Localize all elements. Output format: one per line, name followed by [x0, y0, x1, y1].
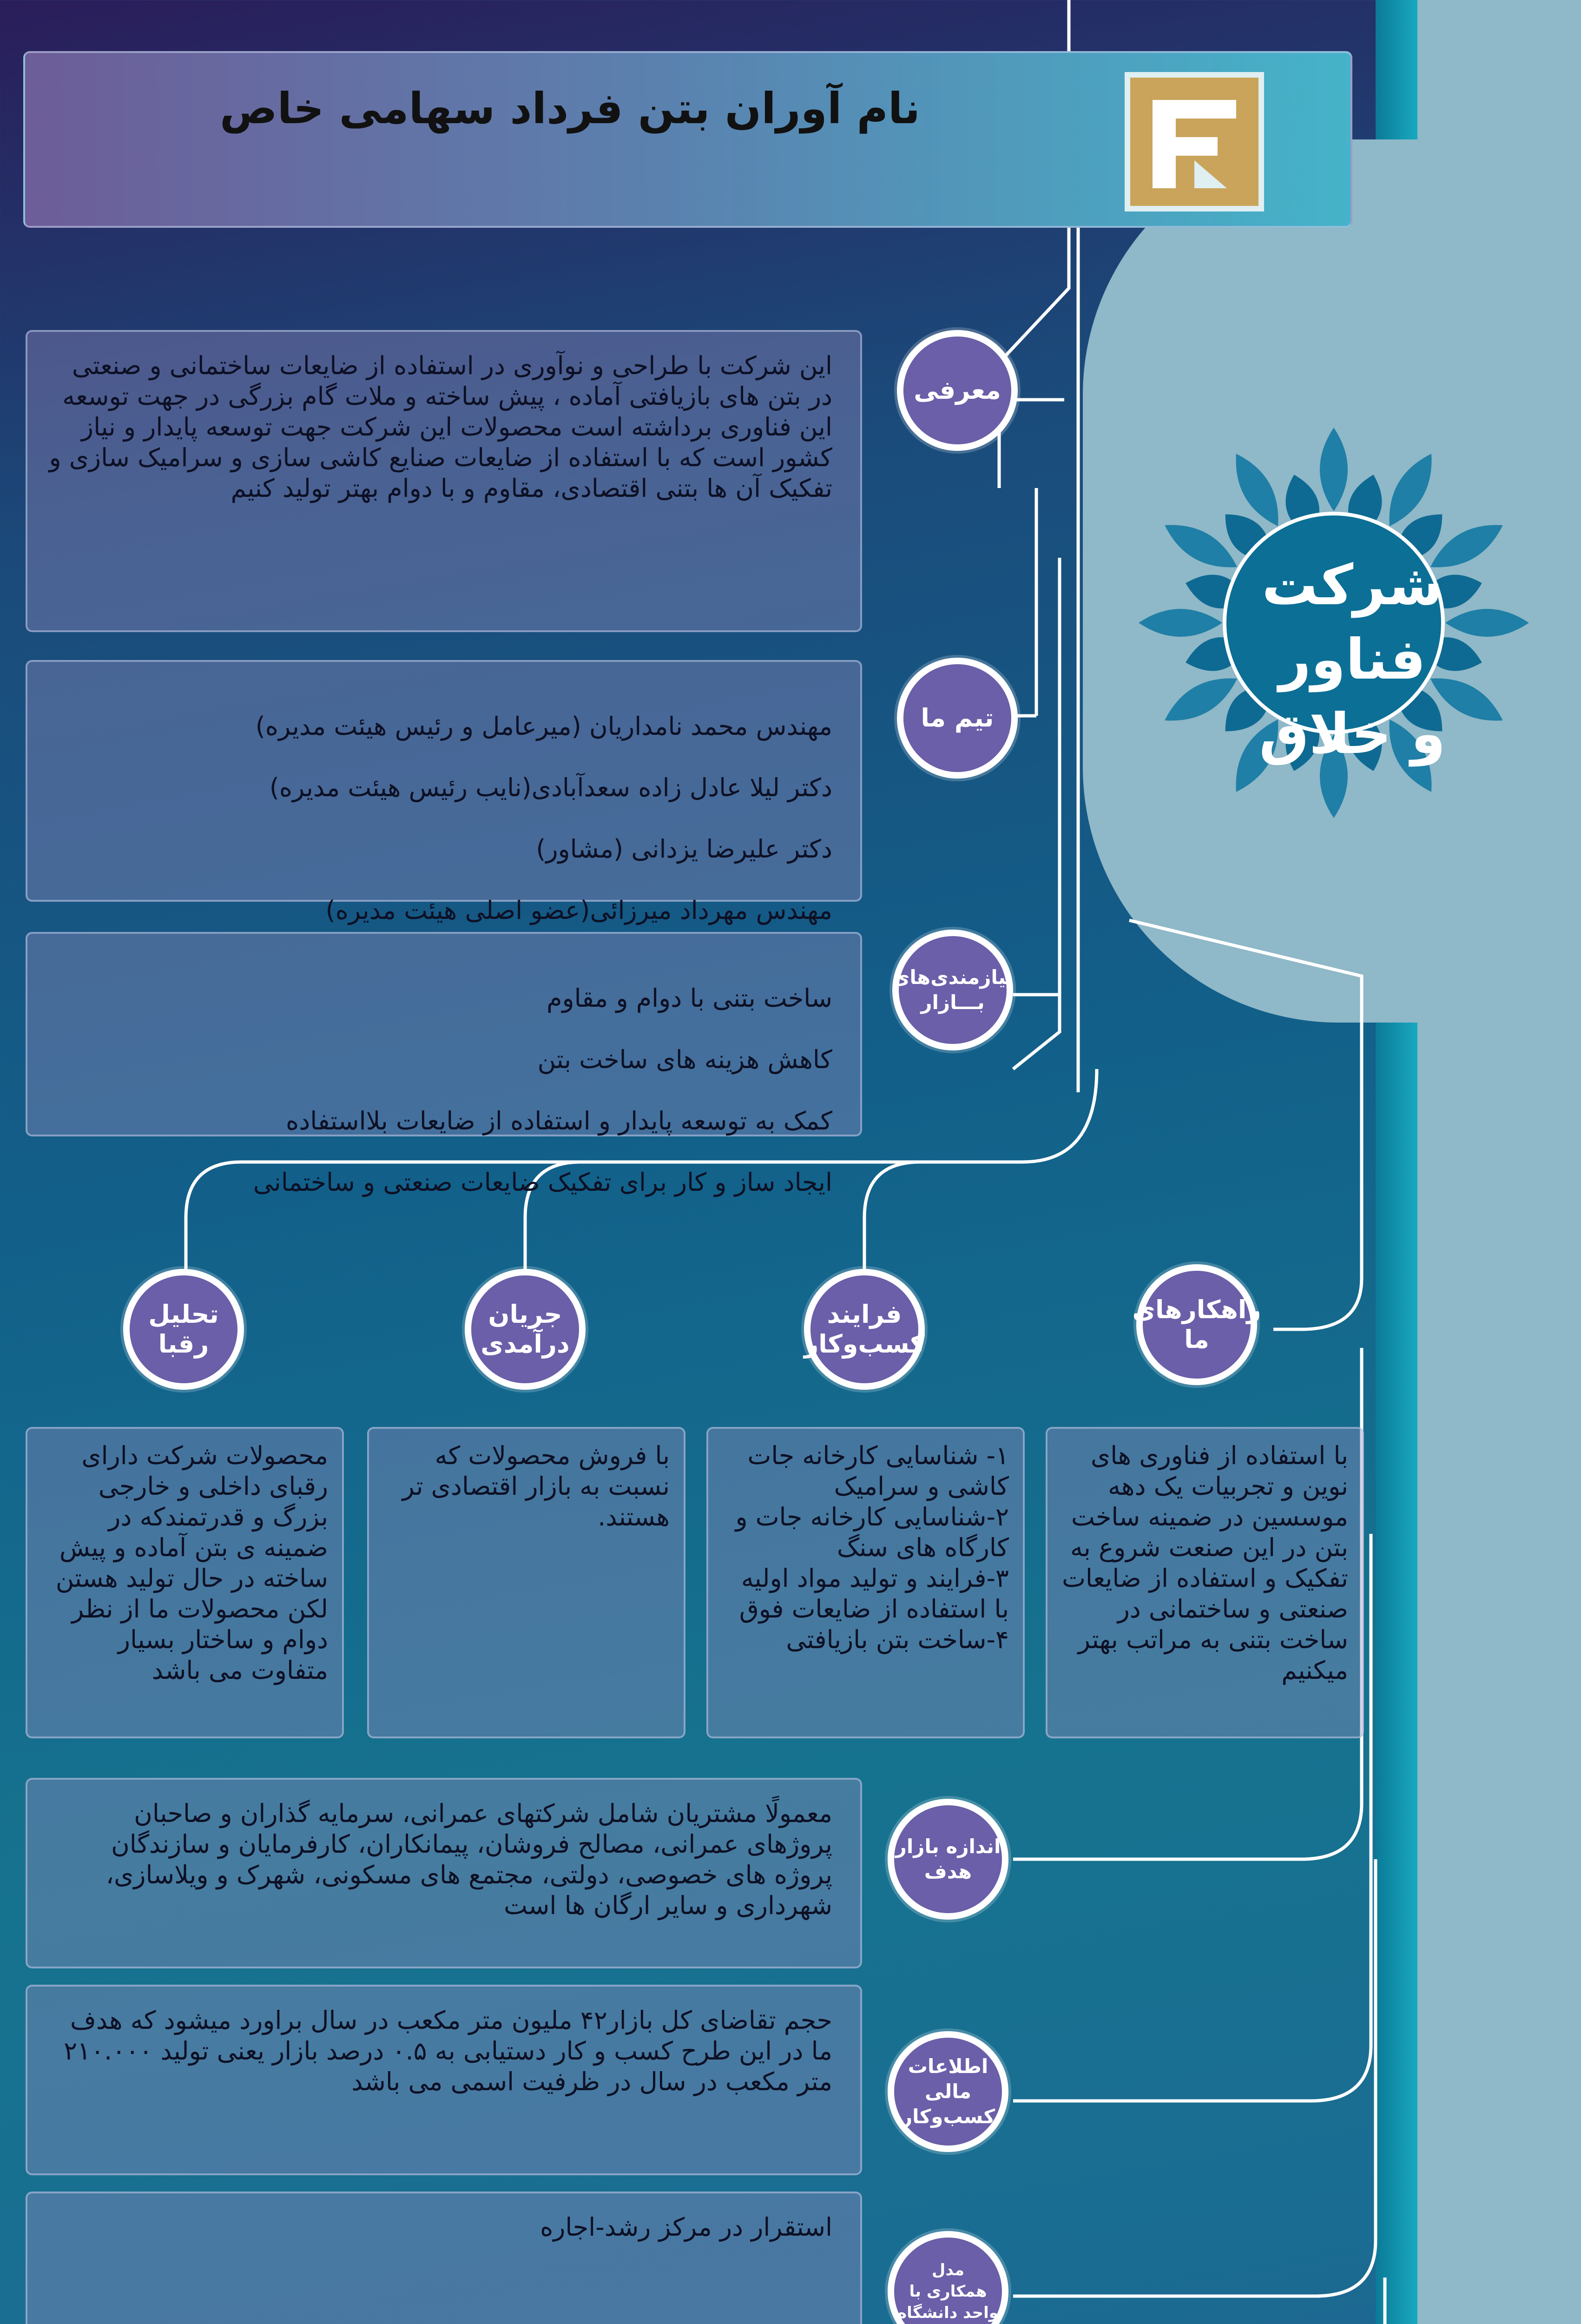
market-needs-list: [27, 934, 860, 1242]
market-need-item: ساخت بتنی با دوام و مقاوم: [547, 984, 832, 1013]
target-market-label-2: هدف: [924, 1860, 972, 1883]
competitors-panel: [26, 1427, 344, 1738]
financial-panel: [26, 1985, 862, 2175]
solutions-panel: [1046, 1427, 1364, 1738]
market-needs-node: [892, 930, 1013, 1050]
solutions-label-1: راهکارهای: [1132, 1295, 1261, 1324]
financial-label-1: اطلاعات مالی: [908, 2055, 988, 2103]
business-process-text: ۱- شناسایی کارخانه جات کاشی و سرامیک ۲-شناسایی کارخانه جات و کارگاه های سنگ ۳-فرایند و تولید مواد اولیه با استفاده از ضایعات فوق ۴-ساخت بتن بازیافتی: [735, 1441, 1009, 1654]
collaboration-label-1: مدل: [931, 2261, 965, 2279]
revenue-panel: [367, 1427, 685, 1738]
competitors-node: [123, 1269, 244, 1390]
business-process-node: [804, 1269, 925, 1390]
solutions-label-2: ما: [1184, 1325, 1209, 1354]
market-needs-label-2: بـــازار: [921, 991, 985, 1014]
revenue-label-2: درآمدی: [481, 1329, 570, 1359]
intro-node: [897, 330, 1018, 451]
collaboration-label-2: همکاری با: [909, 2282, 987, 2301]
hero-line-2: و خلاق: [1259, 702, 1446, 766]
team-list: [27, 662, 860, 971]
revenue-node: [465, 1269, 586, 1390]
business-process-label-2: کسب‌وکار: [804, 1329, 925, 1359]
market-need-item: ایجاد ساز و کار برای تفکیک ضایعات صنعتی و ساختمانی: [253, 1168, 832, 1197]
solutions-text: با استفاده از فناوری های نوین و تجربیات یک دهه موسسین در ضمینه ساخت بتن در این صنعت شروع به تفکیک و استفاده از ضایعات صنعتی و ساختمانی در ساخت بتنی به مراتب بهتر میکنیم: [1062, 1441, 1348, 1685]
collaboration-label-3: واحد دانشگاه: [897, 2304, 999, 2322]
competitors-label: تحلیل رقبا: [148, 1300, 219, 1359]
team-member: مهندس مهرداد میرزائی(عضو اصلی هیئت مدیره): [325, 896, 832, 925]
revenue-text: با فروش محصولات که نسبت به بازار اقتصادی تر هستند.: [402, 1441, 670, 1532]
target-market-text: معمولًا مشتریان شامل شرکتهای عمرانی، سرمایه گذاران و صاحبان پروژهای عمرانی، مصالح فروشان، پیمانکاران، کارفرمایان و سازندگان پروژه های خصوصی، دولتی، مجتمع های مسکونی، شهرک و ویلاسازی، شهرداری و سایر ارگان ها است: [105, 1799, 832, 1920]
company-title: نام آوران بتن فرداد سهامی خاص: [219, 84, 920, 133]
fn-company-logo-icon: [1125, 72, 1264, 211]
financial-node: [888, 2031, 1008, 2152]
market-need-item: کمک به توسعه پایدار و استفاده از ضایعات بلااستفاده: [285, 1106, 832, 1136]
market-needs-panel: [26, 932, 862, 1197]
revenue-label-1: جریان: [488, 1300, 562, 1329]
business-process-panel: [706, 1427, 1025, 1738]
target-market-label-1: اندازه بازار: [895, 1835, 1001, 1858]
intro-panel: [26, 330, 862, 632]
collaboration-text: استقرار در مرکز رشد-اجاره: [540, 2212, 832, 2242]
solutions-node: [1132, 1264, 1261, 1385]
team-label: تیم ما: [921, 703, 994, 733]
market-need-item: کاهش هزینه های ساخت بتن: [537, 1045, 832, 1074]
target-market-panel: [26, 1778, 862, 1968]
market-needs-label-1: نیازمندی‌های: [891, 966, 1014, 989]
business-process-label-1: فرایند: [827, 1300, 902, 1329]
team-member: دکتر لیلا عادل زاده سعدآبادی(نایب رئیس هیئت مدیره): [269, 773, 832, 802]
financial-label-2: کسب‌وکار: [901, 2105, 995, 2128]
team-member: مهندس محمد نامداریان (میرعامل و رئیس هیئت مدیره): [255, 712, 832, 741]
hero-title: [1190, 548, 1515, 772]
competitors-text: محصولات شرکت دارای رقبای داخلی و خارجی بزرگ و قدرتمندکه در ضمینه ی بتن آماده و پیش ساخته در حال تولید هستن لکن محصولات ما از نظر دوام و ساختار بسیار متفاوت می باشد: [55, 1441, 328, 1685]
hero-line-1: شرکت فناور: [1262, 553, 1443, 692]
intro-text: این شرکت با طراحی و نوآوری در استفاده از ضایعات ساختمانی و صنعتی در بتن های بازیافتی آماده ، پیش ساخته و ملات گام بزرگی در جهت توسعه این فناوری برداشته است محصولات این شرکت جهت توسعه پایدار و نیاز کشور است که با استفاده از ضایعات صنایع کاشی سازی و سرامیک سازی و تفکیک آن ها بتنی اقتصادی، مقاوم و با دوام بهتر تولید کنیم: [49, 351, 832, 503]
team-member: دکتر علیرضا یزدانی (مشاور): [536, 834, 832, 864]
target-market-node: [888, 1799, 1008, 1920]
intro-label: معرفی: [914, 376, 1001, 405]
financial-text: حجم تقاضای کل بازار۴۲ ملیون متر مکعب در سال براورد میشود که هدف ما در این طرح کسب و کار دستیابی به ۰.۵ درصد بازار یعنی تولید ۲۱۰.۰۰۰ متر مکعب در سال در ظرفیت اسمی می باشد: [64, 2006, 832, 2096]
team-node: [897, 658, 1018, 779]
collaboration-panel: [26, 2192, 862, 2324]
team-panel: [26, 660, 862, 925]
